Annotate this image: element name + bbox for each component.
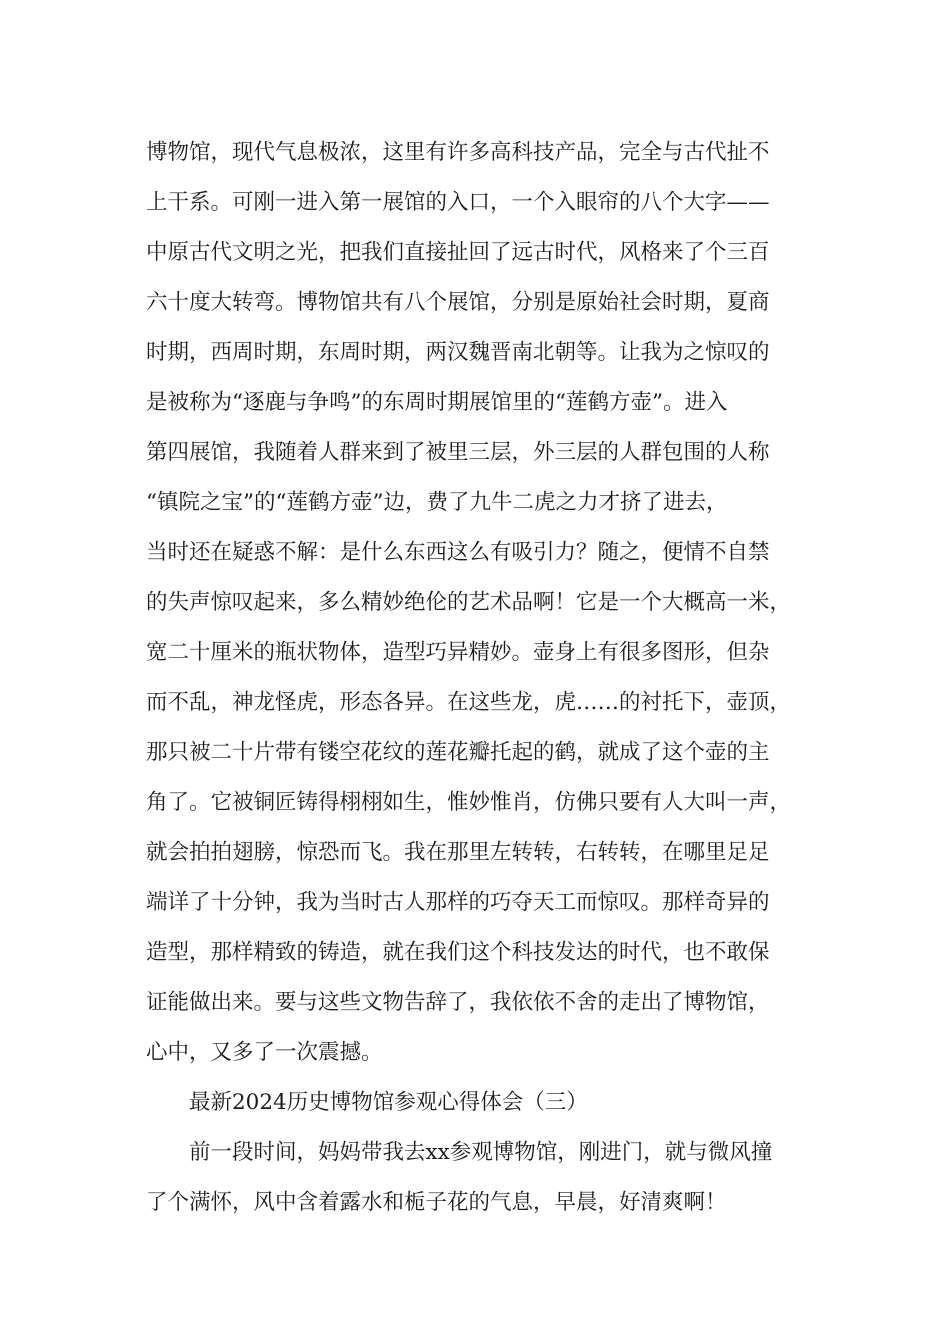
- body-line: 证能做出来。要与这些文物告辞了，我依依不舍的走出了博物馆，: [146, 990, 770, 1015]
- body-line: 宽二十厘米的瓶状物体，造型巧异精妙。壶身上有很多图形，但杂: [146, 640, 770, 665]
- document-body: [146, 128, 836, 1228]
- body-line: 时期，西周时期，东周时期，两汉魏晋南北朝等。让我为之惊叹的: [146, 340, 770, 365]
- body-line: 端详了十分钟，我为当时古人那样的巧夺天工而惊叹。那样奇异的: [146, 890, 770, 915]
- body-line: 六十度大转弯。博物馆共有八个展馆，分别是原始社会时期，夏商: [146, 290, 770, 315]
- body-line: 那只被二十片带有镂空花纹的莲花瓣托起的鹤，就成了这个壶的主: [146, 740, 770, 765]
- body-line: 就会拍拍翅膀，惊恐而飞。我在那里左转转，右转转，在哪里足足: [146, 840, 770, 865]
- body-line: 中原古代文明之光，把我们直接扯回了远古时代，风格来了个三百: [146, 240, 770, 265]
- body-line: 第四展馆，我随着人群来到了被里三层，外三层的人群包围的人称: [146, 440, 770, 465]
- body-line: 的失声惊叹起来，多么精妙绝伦的艺术品啊！它是一个大概高一米，: [146, 590, 792, 615]
- body-line: 上干系。可刚一进入第一展馆的入口，一个入眼帘的八个大字——: [146, 190, 770, 215]
- body-line: 博物馆，现代气息极浓，这里有许多高科技产品，完全与古代扯不: [146, 140, 770, 165]
- body-line: 而不乱，神龙怪虎，形态各异。在这些龙，虎……的衬托下，壶顶，: [146, 690, 792, 715]
- body-line: “镇院之宝”的“莲鹤方壶”边，费了九牛二虎之力才挤了进去，: [146, 490, 728, 515]
- section-heading: 最新2024历史博物馆参观心得体会（三）: [189, 1090, 588, 1115]
- body-line: 心中，又多了一次震撼。: [146, 1040, 383, 1065]
- body-line: 是被称为“逐鹿与争鸣”的东周时期展馆里的“莲鹤方壶”。进入: [146, 390, 728, 415]
- body-line: 造型，那样精致的铸造，就在我们这个科技发达的时代，也不敢保: [146, 940, 770, 965]
- body-line: 了个满怀，风中含着露水和栀子花的气息，早晨，好清爽啊！: [146, 1190, 727, 1215]
- body-line: 前一段时间，妈妈带我去xx参观博物馆，刚进门，就与微风撞: [189, 1140, 773, 1165]
- body-line: 当时还在疑惑不解：是什么东西这么有吸引力？随之，便情不自禁: [146, 540, 770, 565]
- body-line: 角了。它被铜匠铸得栩栩如生，惟妙惟肖，仿佛只要有人大叫一声，: [146, 790, 792, 815]
